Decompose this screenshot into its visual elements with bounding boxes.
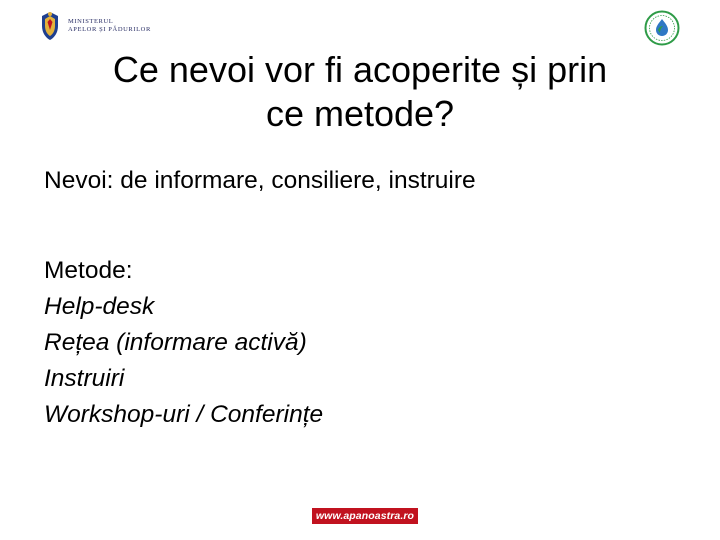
method-item-trainings: Instruiri (44, 365, 125, 392)
needs-line (44, 163, 476, 199)
coat-of-arms-icon (38, 10, 62, 42)
footer-url-badge[interactable]: www.apanoastra.ro (312, 508, 418, 524)
slide-title-line1: Ce nevoi vor fi acoperite și prin (112, 49, 608, 90)
ministry-name (68, 18, 151, 34)
slide-body (44, 163, 476, 433)
needs-label: Nevoi: (44, 167, 114, 194)
ministry-name-line2: APELOR ȘI PĂDURILOR (68, 26, 151, 33)
water-drop-circle-logo-icon (644, 10, 680, 46)
spacer (44, 199, 476, 253)
slide-title-line2: ce metode? (265, 93, 455, 134)
method-item-help-desk: Help-desk (44, 293, 155, 320)
slide-title (0, 48, 720, 136)
ministry-logo (38, 8, 151, 44)
methods-label: Metode: (44, 257, 133, 284)
method-item-network: Rețea (informare activă) (44, 329, 307, 356)
method-item-workshops: Workshop-uri / Conferințe (44, 401, 324, 428)
ministry-name-line1: MINISTERUL (68, 18, 114, 25)
needs-text: de informare, consiliere, instruire (113, 167, 476, 194)
